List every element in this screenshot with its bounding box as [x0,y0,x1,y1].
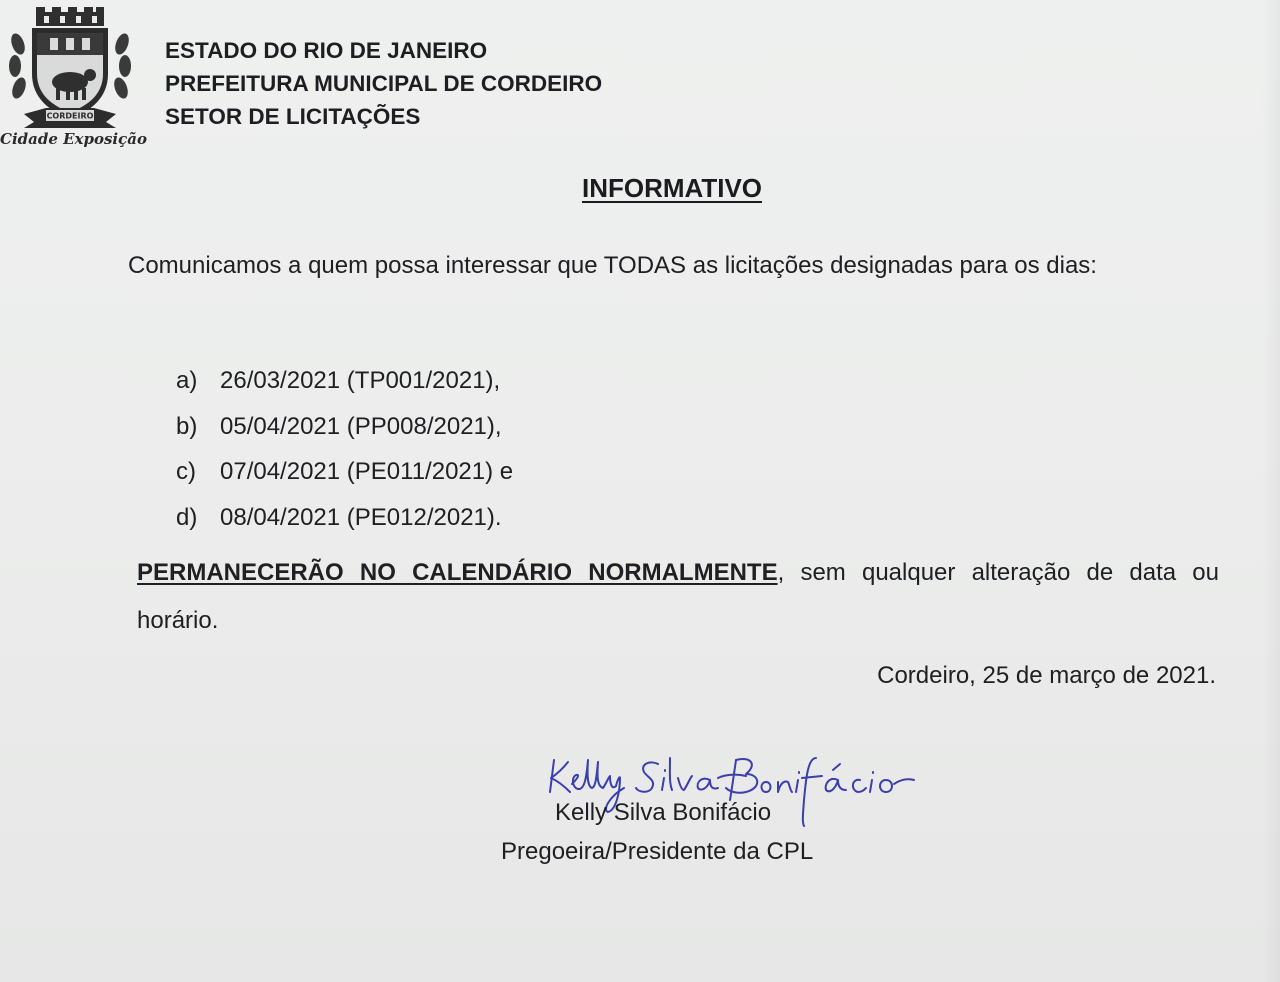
bidding-list [176,358,513,540]
letterhead [165,34,602,133]
list-marker: a) [176,367,198,394]
letterhead-department: SETOR DE LICITAÇÕES [165,104,421,129]
signer-name: Kelly Silva Bonifácio [555,799,772,826]
letterhead-municipality: PREFEITURA MUNICIPAL DE CORDEIRO [165,71,603,96]
list-marker: b) [176,412,198,440]
letterhead-state: ESTADO DO RIO DE JANEIRO [165,38,488,63]
list-item [176,449,513,495]
notice-rest: , sem qualquer alteração de data ou horário. [137,559,1219,634]
list-marker: c) [176,458,196,485]
list-item [176,358,513,404]
logo-caption: Cidade Exposição [0,130,147,148]
list-marker: d) [176,503,198,531]
list-item-text: 07/04/2021 (PE011/2021) e [220,458,514,485]
place-and-date: Cordeiro, 25 de março de 2021. [877,662,1216,689]
logo-banner-text: CORDEIRO [46,111,94,121]
signer-role: Pregoeira/Presidente da CPL [501,838,814,865]
notice-paragraph [137,549,1219,645]
list-item [176,404,513,450]
document-title: INFORMATIVO [581,173,763,203]
coat-of-arms-icon [6,4,134,132]
notice-emphasis: PERMANECERÃO NO CALENDÁRIO NORMALMENTE [137,559,778,586]
list-item-text: 08/04/2021 (PE012/2021). [220,503,502,531]
list-item-text: 26/03/2021 (TP001/2021), [220,367,501,394]
list-item [176,495,513,541]
list-item-text: 05/04/2021 (PP008/2021), [220,412,502,440]
intro-paragraph: Comunicamos a quem possa interessar que TODAS as licitações designadas para os dias: [128,252,1097,279]
page-edge-shadow [1262,0,1280,982]
